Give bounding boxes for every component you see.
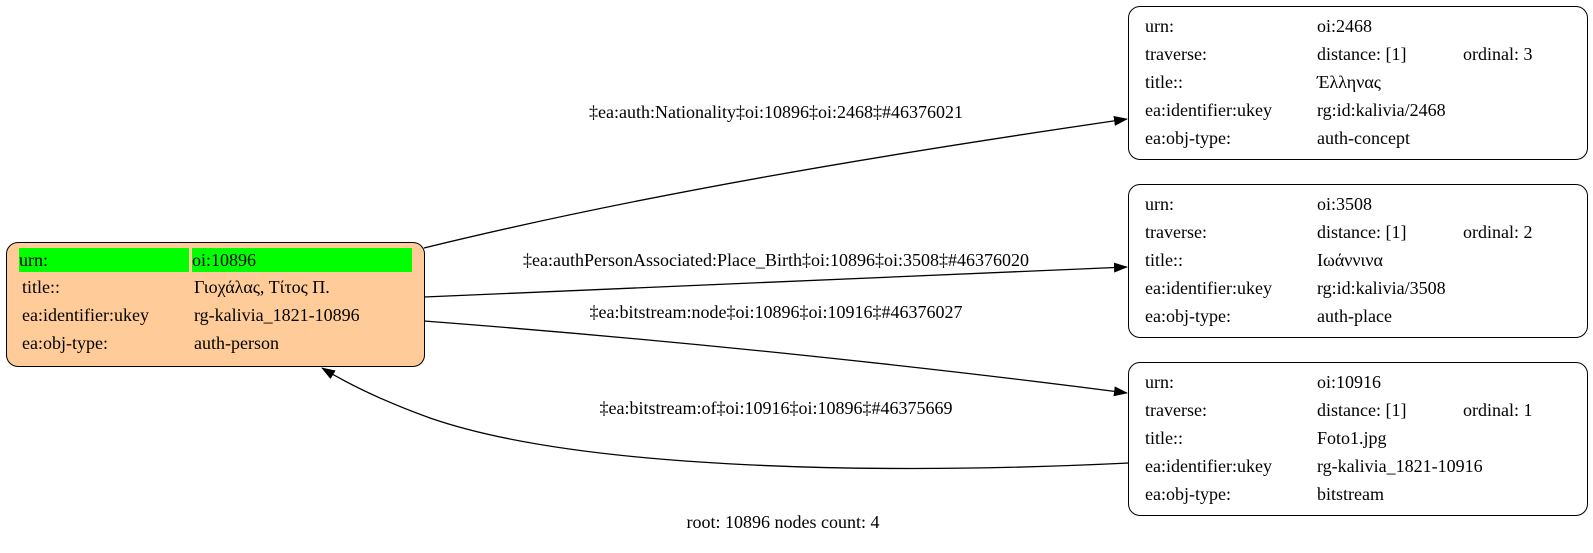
root-title-key: title:: xyxy=(22,277,60,297)
n2468-type-value: auth-concept xyxy=(1317,128,1410,148)
root-title-value: Γιοχάλας, Τίτος Π. xyxy=(194,277,330,297)
graph-footer: root: 10896 nodes count: 4 xyxy=(686,512,880,532)
n10916-ordinal: ordinal: 1 xyxy=(1463,400,1533,420)
n3508-type-key: ea:obj-type: xyxy=(1145,306,1231,326)
n2468-distance: distance: [1] xyxy=(1317,44,1407,64)
n2468-title-key: title:: xyxy=(1145,72,1183,92)
node-root-10896[interactable] xyxy=(6,242,425,367)
edge-label-bitstream-node: ‡ea:bitstream:node‡oi:10896‡oi:10916‡#46376027 xyxy=(589,302,963,322)
node-2468[interactable] xyxy=(1128,6,1588,160)
edge-bitstream-node-line xyxy=(424,321,1127,393)
n10916-ukey-value: rg-kalivia_1821-10916 xyxy=(1317,456,1483,476)
node-10916[interactable] xyxy=(1128,362,1588,516)
n2468-traverse-key: traverse: xyxy=(1145,44,1207,64)
n2468-urn-value: oi:2468 xyxy=(1317,16,1373,36)
n2468-ukey-value: rg:id:kalivia/2468 xyxy=(1317,100,1446,120)
n10916-distance: distance: [1] xyxy=(1317,400,1407,420)
edge-place-birth-line xyxy=(424,267,1127,297)
root-type-key: ea:obj-type: xyxy=(22,333,108,353)
n3508-urn-key: urn: xyxy=(1145,194,1174,214)
root-ukey-key: ea:identifier:ukey xyxy=(22,305,149,325)
n10916-title-key: title:: xyxy=(1145,428,1183,448)
root-urn-value: oi:10896 xyxy=(192,248,412,272)
n3508-traverse-key: traverse: xyxy=(1145,222,1207,242)
n3508-ordinal: ordinal: 2 xyxy=(1463,222,1533,242)
n3508-ukey-key: ea:identifier:ukey xyxy=(1145,278,1272,298)
n3508-type-value: auth-place xyxy=(1317,306,1392,326)
root-urn-key: urn: xyxy=(19,248,189,272)
root-type-value: auth-person xyxy=(194,333,279,353)
n2468-title-value: Έλληνας xyxy=(1317,72,1381,92)
n3508-title-value: Ιωάννινα xyxy=(1317,250,1383,270)
node-3508[interactable] xyxy=(1128,184,1588,338)
n10916-traverse-key: traverse: xyxy=(1145,400,1207,420)
n2468-ordinal: ordinal: 3 xyxy=(1463,44,1533,64)
n10916-ukey-key: ea:identifier:ukey xyxy=(1145,456,1272,476)
n3508-distance: distance: [1] xyxy=(1317,222,1407,242)
n10916-title-value: Foto1.jpg xyxy=(1317,428,1387,448)
root-ukey-value: rg-kalivia_1821-10896 xyxy=(194,305,360,325)
n10916-type-key: ea:obj-type: xyxy=(1145,484,1231,504)
n2468-ukey-key: ea:identifier:ukey xyxy=(1145,100,1272,120)
edge-label-nationality: ‡ea:auth:Nationality‡oi:10896‡oi:2468‡#46376021 xyxy=(589,102,963,122)
n2468-urn-key: urn: xyxy=(1145,16,1174,36)
n2468-type-key: ea:obj-type: xyxy=(1145,128,1231,148)
n10916-urn-value: oi:10916 xyxy=(1317,372,1382,392)
edge-label-place-birth: ‡ea:authPersonAssociated:Place_Birth‡oi:10896‡oi:3508‡#46376020 xyxy=(523,250,1029,270)
n10916-urn-key: urn: xyxy=(1145,372,1174,392)
n3508-title-key: title:: xyxy=(1145,250,1183,270)
edge-label-bitstream-of: ‡ea:bitstream:of‡oi:10916‡oi:10896‡#46375669 xyxy=(599,398,953,418)
edge-nationality-line xyxy=(424,119,1127,248)
n3508-ukey-value: rg:id:kalivia/3508 xyxy=(1317,278,1446,298)
n3508-urn-value: oi:3508 xyxy=(1317,194,1373,214)
n10916-type-value: bitstream xyxy=(1317,484,1384,504)
